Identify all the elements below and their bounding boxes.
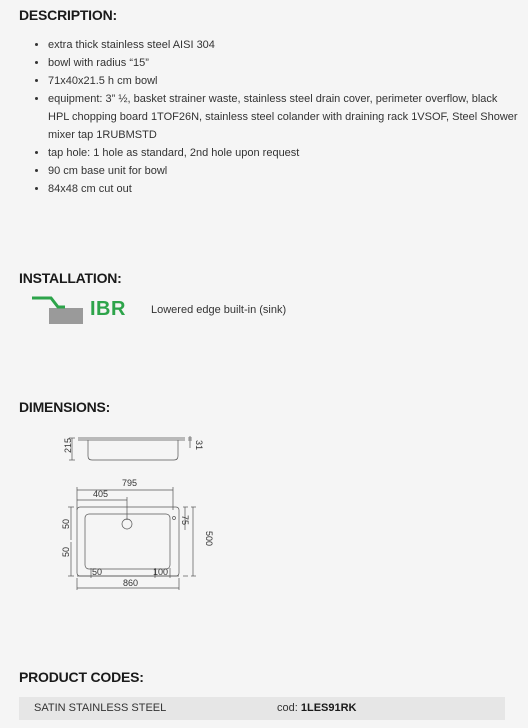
dim-bottom-margin: 50 (61, 546, 71, 557)
installation-title: INSTALLATION: (19, 270, 122, 286)
product-codes-title: PRODUCT CODES: (19, 669, 144, 685)
dim-bowl-height: 50 (61, 518, 71, 529)
dim-right-depth: 75 (180, 515, 190, 526)
table-row (19, 697, 505, 720)
dim-bowl-offset: 405 (93, 489, 109, 499)
lowered-edge-icon (31, 294, 91, 326)
list-item: • 90 cm base unit for bowl (48, 162, 518, 180)
dim-depth: 500 (204, 531, 214, 547)
list-item: • 84x48 cm cut out (48, 180, 518, 198)
product-code (277, 702, 357, 714)
code-value: 1LES91RK (300, 702, 357, 714)
dim-overall-top: 795 (122, 478, 138, 488)
list-item: • extra thick stainless steel AISI 304 (48, 36, 518, 54)
description-list (30, 36, 518, 198)
list-item: • bowl with radius “15” (48, 54, 518, 72)
dim-height: 215 (63, 437, 73, 453)
installation-row (31, 294, 331, 330)
dim-rim: 31 (194, 440, 204, 451)
list-item: • equipment: 3” ½, basket strainer waste, stainless steel drain cover, perimeter overflow, black HPL chopping board 1TOF26N, stainless steel colander with draining rack 1VSOF, Steel Shower mixer tap 1RUBMSTD (48, 90, 518, 144)
product-name: SATIN STAINLESS STEEL (34, 702, 167, 714)
description-title: DESCRIPTION: (19, 7, 117, 23)
list-item: • tap hole: 1 hole as standard, 2nd hole upon request (48, 144, 518, 162)
installation-text: Lowered edge built-in (sink) (151, 304, 287, 316)
cod-label: cod: (277, 702, 298, 714)
dim-overall-width: 860 (123, 578, 139, 588)
list-item: • 71x40x21.5 h cm bowl (48, 72, 518, 90)
dimensions-title: DIMENSIONS: (19, 399, 111, 415)
dim-left-margin: 50 (92, 567, 103, 577)
dimension-drawing (55, 430, 215, 595)
installation-code: IBR (90, 298, 126, 320)
dim-right-margin: 100 (153, 567, 169, 577)
